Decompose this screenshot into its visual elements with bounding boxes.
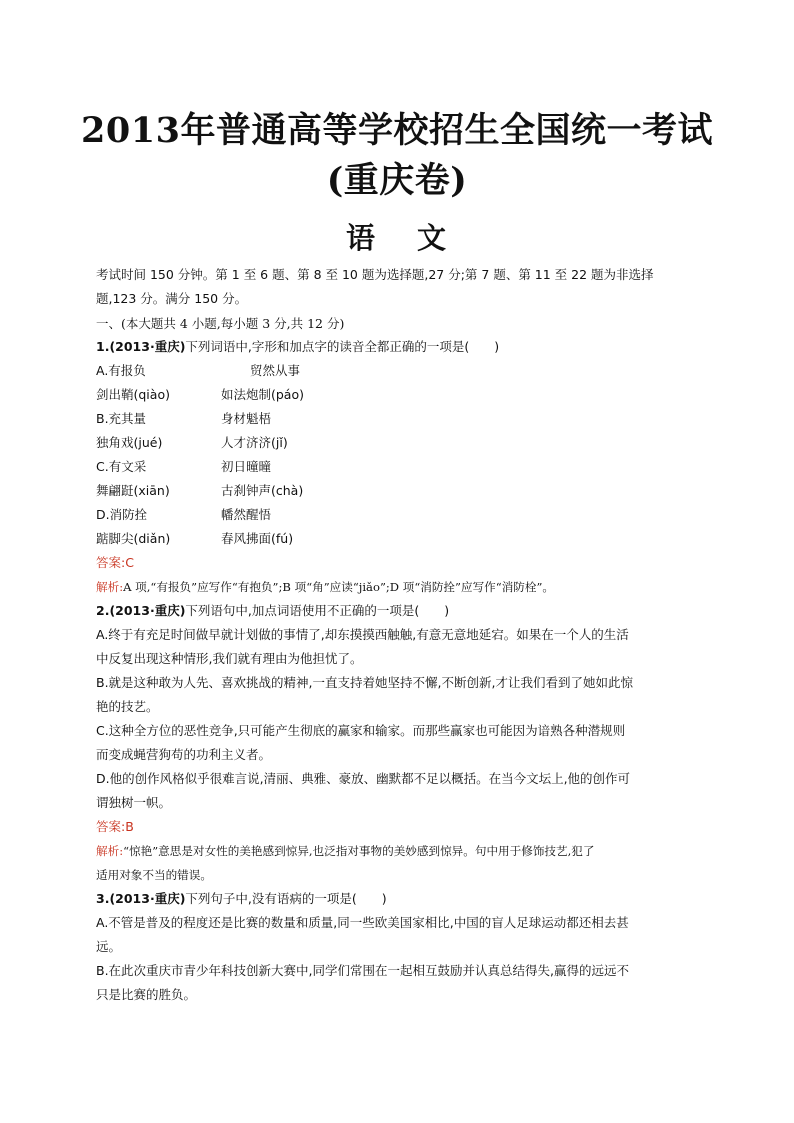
q1-option-c-word: C.有文采: [96, 459, 147, 474]
q2-option-b-line-2: 艳的技艺。: [96, 699, 159, 714]
q1-option-c-pinyin-2: 古刹钟声(chà): [221, 483, 304, 498]
question-text: 下列词语中,字形和加点字的读音全都正确的一项是( ): [185, 339, 500, 354]
exam-region: (重庆卷): [326, 160, 468, 201]
question-source: .(2013·重庆): [104, 603, 186, 618]
exam-title: 2013年普通高等学校招生全国统一考试: [81, 110, 713, 151]
subject-title: 语 文: [345, 221, 449, 255]
q1-option-d-word: D.消防拴: [96, 507, 148, 522]
answer-label: 答案:: [96, 819, 126, 834]
question-text: 下列语句中,加点词语使用不正确的一项是( ): [185, 603, 450, 618]
q1-option-b-pinyin-2: 人才济济(jǐ): [221, 435, 288, 450]
q2-option-d-line-1: D.他的创作风格似乎很难言说,清丽、典雅、豪放、幽默都不足以概括。在当今文坛上,他的创作可: [96, 771, 631, 786]
q1-option-c-word-2: 初日曈曈: [221, 459, 272, 474]
q2-option-b-line-1: B.就是这种敢为人先、喜欢挑战的精神,一直支持着她坚持不懈,不断创新,才让我们看到了她如此惊: [96, 675, 633, 690]
q1-option-d-word-2: 幡然醒悟: [221, 507, 272, 522]
q2-answer: [96, 819, 134, 835]
question-2-stem: [96, 603, 449, 619]
q1-option-c-pinyin: 舞翩跹(xiān): [96, 483, 170, 498]
q1-option-a-pinyin: 剑出鞘(qiào): [96, 387, 170, 402]
q3-option-a-line-2: 远。: [96, 939, 122, 954]
analysis-text: “惊艳”意思是对女性的美艳感到惊异,也泛指对事物的美妙感到惊异。句中用于修饰技艺,犯了: [123, 844, 595, 858]
q1-option-a-word-2: 贸然从事: [250, 363, 301, 378]
q2-option-a-line-1: A.终于有充足时间做早就计划做的事情了,却东摸摸西触触,有意无意地延宕。如果在一个人的生活: [96, 627, 629, 642]
intro-line-1: 考试时间 150 分钟。第 1 至 6 题、第 8 至 10 题为选择题,27 分;第 7 题、第 11 至 22 题为非选择: [96, 267, 654, 282]
q3-option-b-line-2: 只是比赛的胜负。: [96, 987, 197, 1002]
q1-option-a-pinyin-2: 如法炮制(páo): [221, 387, 304, 402]
q1-option-b-pinyin: 独角戏(jué): [96, 435, 163, 450]
q1-answer: [96, 555, 134, 571]
question-text: 下列句子中,没有语病的一项是( ): [185, 891, 387, 906]
q2-option-d-line-2: 谓独树一帜。: [96, 795, 172, 810]
intro-line-2: 题,123 分。满分 150 分。: [96, 291, 248, 306]
question-3-stem: [96, 891, 387, 907]
question-1-stem: [96, 339, 499, 355]
q1-option-a-word: A.有报负: [96, 363, 146, 378]
answer-label: 答案:: [96, 555, 126, 570]
q2-analysis: [96, 843, 594, 859]
analysis-label: 解析:: [96, 844, 124, 858]
q2-analysis-line-2: 适用对象不当的错误。: [96, 868, 212, 882]
q2-option-a-line-2: 中反复出现这种情形,我们就有理由为他担忧了。: [96, 651, 363, 666]
q1-option-d-pinyin-2: 春风拂面(fú): [221, 531, 294, 546]
question-source: .(2013·重庆): [104, 339, 186, 354]
question-number: 2: [96, 603, 105, 618]
answer-value: B: [125, 819, 134, 834]
q1-analysis: [96, 579, 554, 595]
question-source: .(2013·重庆): [104, 891, 186, 906]
q2-option-c-line-2: 而变成蝇营狗苟的功利主义者。: [96, 747, 272, 762]
q1-option-b-word-2: 身材魁梧: [221, 411, 272, 426]
question-number: 3: [96, 891, 105, 906]
analysis-label: 解析:: [96, 580, 124, 594]
q3-option-b-line-1: B.在此次重庆市青少年科技创新大赛中,同学们常围在一起相互鼓励并认真总结得失,赢得的远远不: [96, 963, 629, 978]
q1-option-b-word: B.充其量: [96, 411, 147, 426]
analysis-text: A 项,“有报负”应写作“有抱负”;B 项“角”应读“jiǎo”;D 项“消防拴”应写作“消防栓”。: [123, 580, 555, 594]
section-heading: 一、(本大题共 4 小题,每小题 3 分,共 12 分): [96, 316, 345, 331]
answer-value: C: [125, 555, 134, 570]
q1-option-d-pinyin: 踮脚尖(diǎn): [96, 531, 171, 546]
q2-option-c-line-1: C.这种全方位的恶性竞争,只可能产生彻底的赢家和输家。而那些赢家也可能因为谙熟各种潜规则: [96, 723, 626, 738]
question-number: 1: [96, 339, 105, 354]
q3-option-a-line-1: A.不管是普及的程度还是比赛的数量和质量,同一些欧美国家相比,中国的盲人足球运动都还相去甚: [96, 915, 629, 930]
